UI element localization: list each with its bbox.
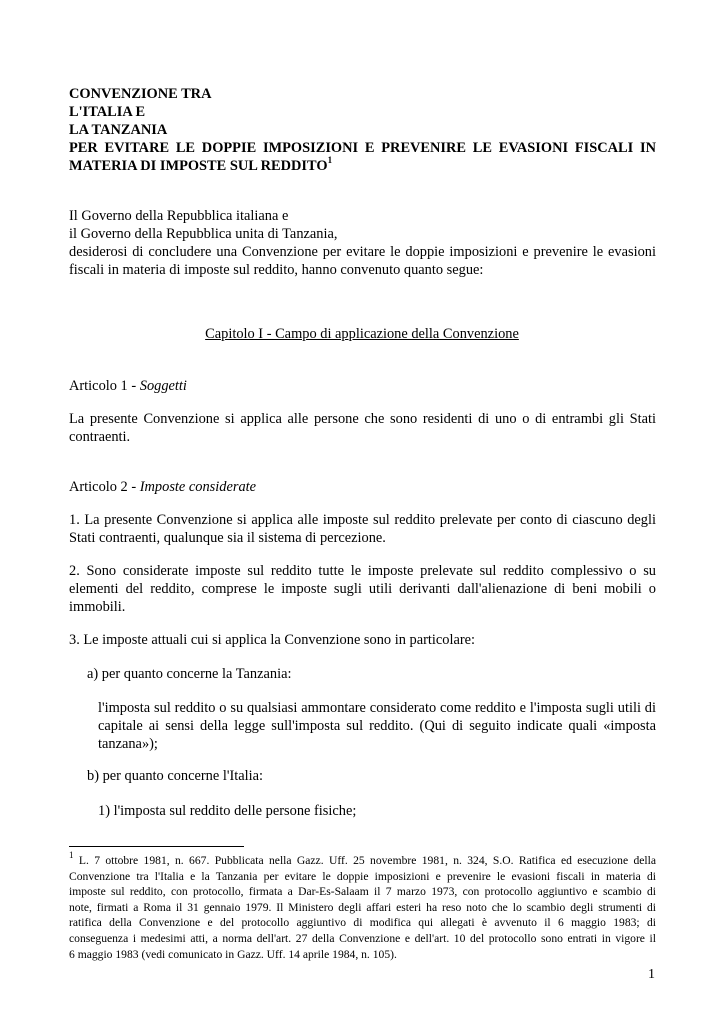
footnote-line: 6 maggio 1983 (vedi comunicato in Gazz. Uff. 14 aprile 1984, n. 105). (69, 947, 397, 961)
footnote-line: conseguenza i medesimi atti, a norma dell'art. 27 della Convenzione e dell'art. 10 del protocollo sono entrati in vigore il (69, 931, 656, 945)
article-1-text: La presente Convenzione si applica alle persone che sono residenti di uno o di entrambi gli Stati contraenti. (69, 411, 656, 445)
preamble-line: il Governo della Repubblica unita di Tanzania, (69, 226, 338, 242)
article-2-paragraph-1: 1. La presente Convenzione si applica alle imposte sul reddito prelevate per conto di ciascuno degli Stati contraenti, qualunque sia il sistema di percezione. (69, 512, 656, 546)
item-b1-text: 1) l'imposta sul reddito delle persone fisiche; (98, 803, 357, 819)
article-1-heading (69, 377, 656, 395)
item-a-text: l'imposta sul reddito o su qualsiasi ammontare considerato come reddito e l'imposta sugli utili di capitale ai sensi della legge sull'imposta sul reddito. (Qui di seguito indicate quali «imposta tanzana»); (98, 700, 656, 752)
document-title (69, 85, 656, 175)
title-line: L'ITALIA E (69, 104, 146, 120)
article-label: Articolo 2 - (69, 479, 140, 495)
footnote-line: ratifica della Convenzione e del protocollo aggiuntivo di modifica qui allegati è avvenuto il 6 maggio 1983; di (69, 916, 656, 930)
item-b-heading: b) per quanto concerne l'Italia: (87, 768, 263, 784)
preamble (69, 207, 656, 279)
footnote-line: Convenzione tra l'Italia e la Tanzania per evitare le doppie imposizioni e prevenire le evasioni fiscali in materia di (69, 869, 656, 883)
footnote-separator (69, 846, 244, 847)
footnote (69, 850, 656, 962)
preamble-line: Il Governo della Repubblica italiana e (69, 208, 289, 224)
chapter-heading: Capitolo I - Campo di applicazione della Convenzione (205, 326, 519, 342)
title-line: LA TANZANIA (69, 122, 168, 138)
footnote-reference[interactable]: 1 (327, 155, 333, 166)
page-number: 1 (648, 967, 655, 982)
title-line: CONVENZIONE TRA (69, 86, 212, 102)
article-title: Imposte considerate (139, 479, 257, 495)
article-title: Soggetti (139, 378, 187, 394)
preamble-line: desiderosi di concludere una Convenzione per evitare le doppie imposizioni e prevenire le evasioni fiscali in materia di imposte sul reddito, hanno convenuto quanto segue: (69, 244, 656, 278)
item-a-heading: a) per quanto concerne la Tanzania: (87, 666, 292, 682)
title-line-with-footnote (69, 157, 656, 175)
footnote-line: $^1$ L. 7 ottobre 1981, n. 667. Pubblicata nella Gazz. Uff. 25 novembre 1981, n. 324, S.O. Ratifica ed esecuzione della (69, 850, 656, 867)
article-2-paragraph-2: 2. Sono considerate imposte sul reddito tutte le imposte prelevate sul reddito complessivo o su elementi del reddito, comprese le imposte sugli utili derivanti dall'alienazione di beni mobili o immobili. (69, 563, 656, 615)
title-line: MATERIA DI IMPOSTE SUL REDDITO (69, 158, 328, 174)
title-line: PER EVITARE LE DOPPIE IMPOSIZIONI E PREVENIRE LE EVASIONI FISCALI IN (69, 140, 656, 156)
footnote-line: imposte sul reddito, con protocollo, firmata a Dar-Es-Salaam il 7 marzo 1973, con protocollo aggiuntivo e scambio di (69, 885, 656, 899)
footnote-line: note, firmati a Roma il 31 gennaio 1979. Il Ministero degli affari esteri ha reso noto che lo scambio degli strumenti di (69, 900, 656, 914)
article-label: Articolo 1 - (69, 378, 140, 394)
article-2-heading (69, 478, 656, 496)
article-2-paragraph-3: 3. Le imposte attuali cui si applica la Convenzione sono in particolare: (69, 632, 476, 648)
footnote-marker: 1 (69, 850, 74, 861)
